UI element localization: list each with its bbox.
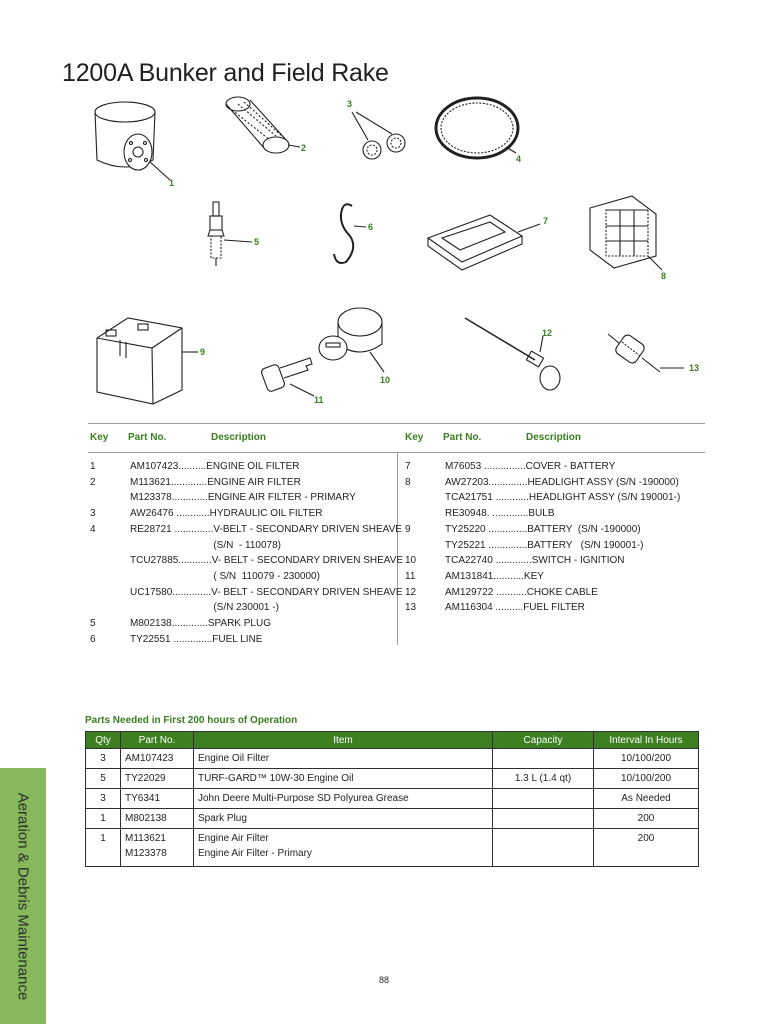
item-cell: Engine Oil Filter bbox=[194, 749, 493, 769]
capacity-cell: 1.3 L (1.4 qt) bbox=[493, 769, 594, 789]
part-description: TCU27885............V- BELT - SECONDARY DRIVEN SHEAVE bbox=[130, 555, 404, 567]
item-line: Engine Air Filter bbox=[198, 833, 269, 844]
key-number: 2 bbox=[90, 476, 96, 488]
part-no-header: Part No. bbox=[121, 732, 194, 749]
parts-illustration bbox=[0, 0, 768, 420]
key-number: 12 bbox=[405, 586, 417, 598]
callout-9: 9 bbox=[200, 347, 206, 357]
oil-filter-icon bbox=[95, 102, 170, 180]
part-description: AM129722 ...........CHOKE CABLE bbox=[445, 586, 598, 598]
key-icon bbox=[260, 358, 314, 396]
column-divider bbox=[397, 452, 398, 645]
part-description: M802138.............SPARK PLUG bbox=[130, 618, 271, 629]
headlight-icon bbox=[590, 196, 662, 270]
callout-7: 7 bbox=[543, 216, 549, 226]
part-no-line: M123378 bbox=[125, 848, 167, 859]
item-cell bbox=[194, 829, 493, 867]
callout-2: 2 bbox=[301, 143, 307, 153]
table-row bbox=[86, 789, 699, 809]
part-description: TY25220 ..............BATTERY (S/N -190000) bbox=[445, 523, 641, 535]
key-number: 9 bbox=[405, 523, 411, 535]
key-number: 4 bbox=[90, 523, 96, 535]
capacity-cell bbox=[493, 789, 594, 809]
part-no-line: M113621 bbox=[125, 833, 166, 844]
part-no-cell: AM107423 bbox=[121, 749, 194, 769]
key-number: 1 bbox=[90, 461, 96, 472]
part-description: M76053 ...............COVER - BATTERY bbox=[445, 461, 616, 472]
side-tab-label: Aeration & Debris Maintenance bbox=[14, 792, 32, 1000]
part-description: UC17580..............V- BELT - SECONDARY DRIVEN SHEAVE bbox=[130, 586, 403, 598]
capacity-cell bbox=[493, 749, 594, 769]
interval-cell: 10/100/200 bbox=[594, 769, 699, 789]
table-row bbox=[86, 829, 699, 867]
interval-cell: 10/100/200 bbox=[594, 749, 699, 769]
part-description: AW26476 ............HYDRAULIC OIL FILTER bbox=[130, 508, 323, 520]
part-no-cell: TY6341 bbox=[121, 789, 194, 809]
parts-key-header bbox=[88, 424, 705, 453]
item-header: Item bbox=[194, 732, 493, 749]
hydraulic-filter-icon bbox=[352, 112, 405, 159]
qty-cell: 3 bbox=[86, 789, 121, 809]
parts-table-header bbox=[86, 732, 699, 749]
table-row bbox=[86, 769, 699, 789]
v-belt-icon bbox=[436, 98, 518, 158]
key-number: 3 bbox=[90, 508, 96, 520]
item-cell: TURF-GARD™ 10W-30 Engine Oil bbox=[194, 769, 493, 789]
interval-cell: 200 bbox=[594, 809, 699, 829]
interval-cell: 200 bbox=[594, 829, 699, 867]
fuel-line-icon bbox=[334, 204, 366, 263]
item-cell: Spark Plug bbox=[194, 809, 493, 829]
callout-6: 6 bbox=[368, 222, 374, 232]
callout-3: 3 bbox=[347, 99, 353, 109]
part-description: M123378.............ENGINE AIR FILTER - PRIMARY bbox=[130, 492, 356, 504]
part-no-col-heading: Part No. bbox=[128, 432, 167, 443]
callout-13: 13 bbox=[689, 363, 700, 373]
part-no-cell: M802138 bbox=[121, 809, 194, 829]
callout-5: 5 bbox=[254, 237, 260, 247]
part-description: TCA21751 ............HEADLIGHT ASSY (S/N 190001-) bbox=[445, 492, 681, 504]
fuel-filter-icon bbox=[608, 333, 684, 372]
key-number: 6 bbox=[90, 633, 96, 645]
key-col-heading: Key bbox=[90, 432, 109, 443]
part-description: RE28721 ..............V-BELT - SECONDARY DRIVEN SHEAVE bbox=[130, 523, 402, 535]
page-title: 1200A Bunker and Field Rake bbox=[62, 58, 389, 87]
key-number: 13 bbox=[405, 602, 417, 614]
page-number: 88 bbox=[378, 975, 389, 985]
qty-cell: 5 bbox=[86, 769, 121, 789]
part-no-col-heading-right: Part No. bbox=[443, 432, 482, 443]
callout-1: 1 bbox=[169, 178, 175, 188]
part-description: (S/N - 110078) bbox=[130, 539, 281, 551]
qty-cell: 1 bbox=[86, 829, 121, 867]
table-row bbox=[86, 749, 699, 769]
part-description: ( S/N 110079 - 230000) bbox=[130, 570, 320, 582]
item-line: Engine Air Filter - Primary bbox=[198, 848, 312, 859]
qty-header: Qty bbox=[86, 732, 121, 749]
battery-icon bbox=[97, 318, 198, 404]
part-description: AM116304 ..........FUEL FILTER bbox=[445, 602, 585, 614]
spark-plug-icon bbox=[208, 202, 252, 266]
part-description: (S/N 230001 -) bbox=[130, 602, 279, 614]
parts-key-list bbox=[88, 423, 705, 649]
callout-8: 8 bbox=[661, 271, 667, 281]
interval-header: Interval In Hours bbox=[594, 732, 699, 749]
battery-cover-icon bbox=[428, 215, 540, 270]
part-description: RE30948. .............BULB bbox=[445, 508, 555, 520]
part-description: AM131841...........KEY bbox=[445, 570, 544, 582]
part-description: AW27203..............HEADLIGHT ASSY (S/N -190000) bbox=[445, 476, 679, 488]
description-col-heading-right: Description bbox=[526, 432, 582, 443]
part-description: AM107423..........ENGINE OIL FILTER bbox=[130, 461, 300, 472]
section-side-tab bbox=[0, 768, 46, 1024]
key-number: 8 bbox=[405, 476, 411, 488]
qty-cell: 3 bbox=[86, 749, 121, 769]
parts-table bbox=[85, 731, 699, 867]
capacity-cell bbox=[493, 829, 594, 867]
part-description: TCA22740 .............SWITCH - IGNITION bbox=[445, 555, 625, 567]
key-number: 7 bbox=[405, 461, 411, 472]
item-cell: John Deere Multi-Purpose SD Polyurea Grease bbox=[194, 789, 493, 809]
capacity-header: Capacity bbox=[493, 732, 594, 749]
callout-4: 4 bbox=[516, 154, 522, 164]
key-number: 5 bbox=[90, 618, 96, 629]
key-number: 10 bbox=[405, 555, 417, 567]
description-col-heading: Description bbox=[211, 432, 267, 443]
callout-10: 10 bbox=[380, 375, 391, 385]
key-col-heading-right: Key bbox=[405, 432, 424, 443]
air-filter-icon bbox=[226, 97, 300, 153]
part-no-cell: TY22029 bbox=[121, 769, 194, 789]
part-no-cell bbox=[121, 829, 194, 867]
callout-12: 12 bbox=[542, 328, 553, 338]
part-description: TY25221 ..............BATTERY (S/N 190001-) bbox=[445, 539, 644, 551]
part-description: TY22551 ..............FUEL LINE bbox=[130, 633, 263, 645]
interval-cell: As Needed bbox=[594, 789, 699, 809]
callout-11: 11 bbox=[314, 395, 324, 405]
key-number: 11 bbox=[405, 570, 416, 582]
qty-cell: 1 bbox=[86, 809, 121, 829]
parts-section-title: Parts Needed in First 200 hours of Operation bbox=[85, 715, 298, 726]
ignition-switch-icon bbox=[319, 308, 384, 372]
capacity-cell bbox=[493, 809, 594, 829]
part-description: M113621.............ENGINE AIR FILTER bbox=[130, 476, 301, 488]
table-row bbox=[86, 809, 699, 829]
